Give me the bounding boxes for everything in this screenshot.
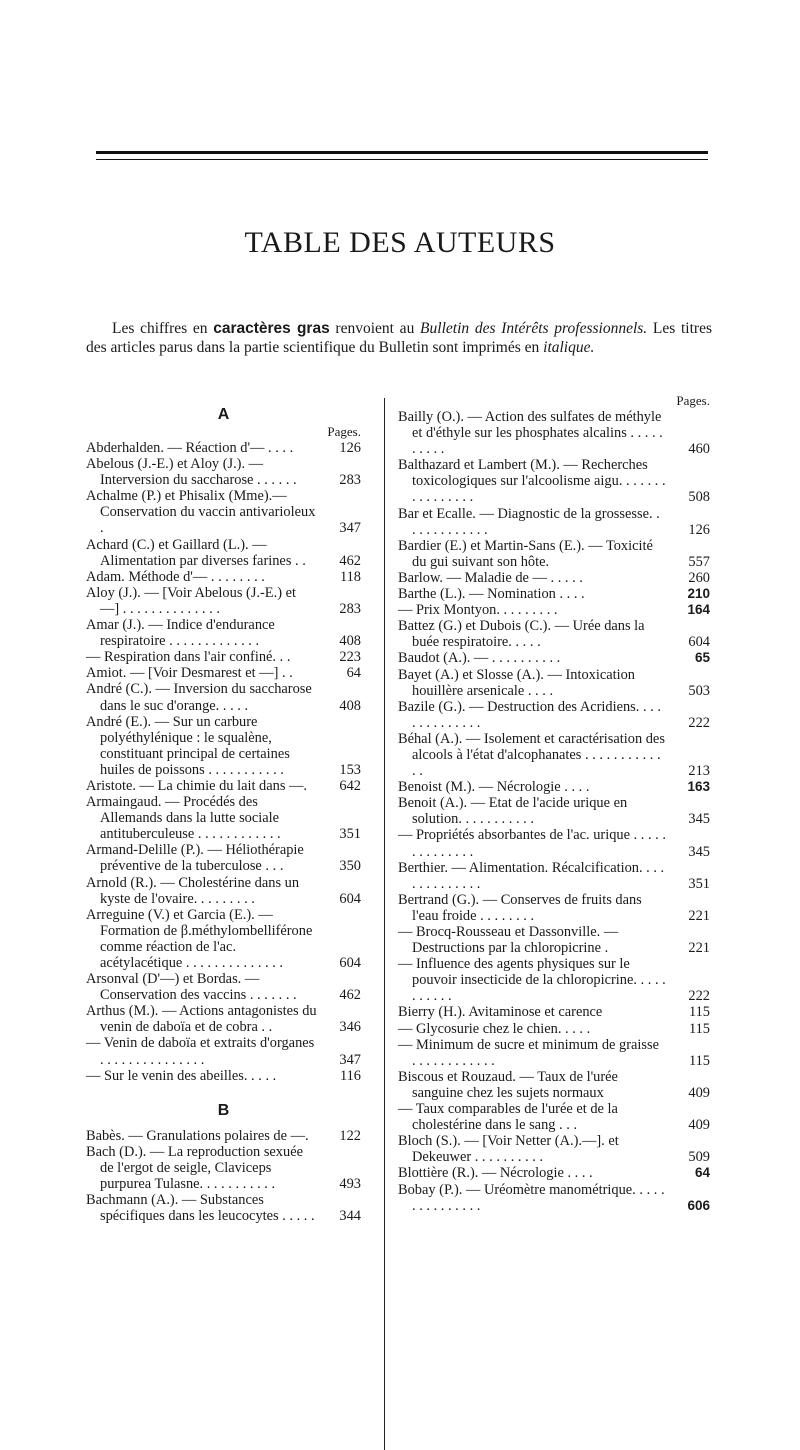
index-entry (398, 795, 710, 827)
entry-page-number: 347 (339, 1051, 361, 1068)
entry-text: — Propriétés absorbantes de l'ac. urique . . . . . . . . . . . . . . (398, 827, 666, 860)
right-column (398, 393, 710, 1214)
index-entry (398, 570, 710, 586)
index-entry (86, 681, 361, 713)
index-entry (86, 617, 361, 649)
entry-page-number: 283 (339, 472, 361, 489)
intro-text-3: Les titres des articles parus dans la partie scientifique du Bulletin sont imprimés en (86, 320, 712, 356)
index-entry (398, 731, 710, 779)
entry-page-number: 606 (687, 1197, 710, 1213)
entry-page-number: 460 (688, 441, 710, 458)
entry-text: André (E.). — Sur un carbure polyéthylénique : le squalène, constituant principal de certaines huiles de poissons . . . . . . . . . . . (86, 713, 290, 778)
entry-text: Achalme (P.) et Phisalix (Mme).— Conservation du vaccin antivarioleux . (86, 488, 316, 537)
index-entry (398, 956, 710, 1004)
entry-text: — Sur le venin des abeilles. . . . . (86, 1067, 277, 1084)
entry-text: Arthus (M.). — Actions antagonistes du venin de daboïa et de cobra . . (86, 1003, 317, 1036)
entry-text: Arreguine (V.) et Garcia (E.). — Formation de β.méthylombelliférone comme réaction de l'ac. acétylacétique . . . . . . . . . . . . . . (86, 906, 313, 971)
intro-italic-2: italique. (543, 339, 595, 356)
entry-page-number: 462 (339, 987, 361, 1004)
index-entry (398, 1101, 710, 1133)
entry-text: André (C.). — Inversion du saccharose dans le suc d'orange. . . . . (86, 681, 312, 714)
author-list-a (86, 440, 361, 1084)
intro-text-1: Les chiffres en (112, 320, 214, 337)
top-rule-thick (96, 151, 708, 154)
entry-page-number: 462 (339, 552, 361, 569)
index-entry (86, 1068, 361, 1084)
entry-page-number: 115 (688, 1004, 710, 1021)
column-divider (384, 398, 385, 1450)
entry-page-number: 408 (339, 633, 361, 650)
entry-page-number: 64 (346, 665, 361, 682)
entry-text: Berthier. — Alimentation. Récalcification. . . . . . . . . . . . . . (398, 859, 665, 892)
entry-text: Biscous et Rouzaud. — Taux de l'urée sanguine chez les sujets normaux (398, 1068, 618, 1101)
entry-page-number: 222 (688, 988, 710, 1005)
entry-text: Baudot (A.). — . . . . . . . . . . (398, 650, 561, 667)
entry-text: Bardier (E.) et Martin-Sans (E.). — Toxicité du gui suivant son hôte. (398, 537, 653, 570)
index-entry (86, 649, 361, 665)
entry-text: Abelous (J.-E.) et Aloy (J.). — Interversion du saccharose . . . . . . (86, 456, 297, 489)
entry-text: Armaingaud. — Procédés des Allemands dans la lutte sociale antituberculeuse . . . . . . . . . . . . (86, 794, 281, 843)
entry-text: Bierry (H.). Avitaminose et carence (398, 1004, 603, 1021)
index-entry (86, 456, 361, 488)
entry-text: Bar et Ecalle. — Diagnostic de la grossesse. . . . . . . . . . . . . (398, 505, 660, 538)
entry-page-number: 346 (339, 1019, 361, 1036)
index-entry (86, 1144, 361, 1192)
entry-page-number: 283 (339, 600, 361, 617)
entry-text: Balthazard et Lambert (M.). — Recherches toxicologiques sur l'alcoolisme aigu. . . . . . . . . . . . . . . . (398, 457, 666, 506)
index-entry (398, 1165, 710, 1181)
entry-page-number: 64 (694, 1165, 710, 1181)
intro-bold: caractères gras (213, 320, 330, 337)
entry-text: Amiot. — [Voir Desmarest et —] . . (86, 665, 293, 682)
entry-page-number: 65 (694, 650, 710, 666)
index-entry (398, 860, 710, 892)
entry-page-number: 345 (688, 843, 710, 860)
entry-page-number: 604 (688, 634, 710, 651)
index-entry (398, 1037, 710, 1069)
pages-header-right: Pages. (676, 393, 710, 408)
index-entry (86, 1128, 361, 1144)
entry-text: Bertrand (G.). — Conserves de fruits dans l'eau froide . . . . . . . . (398, 891, 642, 924)
entry-page-number: 409 (688, 1084, 710, 1101)
index-entry (86, 907, 361, 971)
index-entry (398, 538, 710, 570)
index-entry (398, 924, 710, 956)
entry-page-number: 409 (688, 1117, 710, 1134)
entry-page-number: 509 (688, 1149, 710, 1166)
entry-text: — Brocq-Rousseau et Dassonville. — Destructions par la chloropicrine . (398, 924, 619, 957)
entry-text: — Respiration dans l'air confiné. . . (86, 649, 291, 666)
index-entry (398, 1021, 710, 1037)
entry-text: Aloy (J.). — [Voir Abelous (J.-E.) et —] . . . . . . . . . . . . . . (86, 584, 296, 617)
entry-text: Benoist (M.). — Nécrologie . . . . (398, 779, 590, 796)
index-entry (86, 488, 361, 536)
entry-page-number: 604 (339, 890, 361, 907)
index-entry (86, 585, 361, 617)
entry-text: Achard (C.) et Gaillard (L.). — Alimentation par diverses farines . . (86, 536, 306, 569)
entry-page-number: 345 (688, 811, 710, 828)
entry-page-number: 115 (688, 1052, 710, 1069)
entry-text: Bachmann (A.). — Substances spécifiques dans les leucocytes . . . . . (86, 1192, 315, 1225)
entry-page-number: 115 (688, 1020, 710, 1037)
pages-header-left: Pages. (327, 424, 361, 439)
entry-page-number: 153 (339, 761, 361, 778)
entry-page-number: 221 (688, 907, 710, 924)
entry-text: Bayet (A.) et Slosse (A.). — Intoxication houillère arsenicale . . . . (398, 666, 635, 699)
intro-paragraph (86, 319, 712, 357)
index-entry (86, 537, 361, 569)
entry-page-number: 222 (688, 714, 710, 731)
author-list-b-right (398, 409, 710, 1214)
index-entry (398, 457, 710, 505)
entry-page-number: 164 (687, 602, 710, 618)
index-entry (398, 650, 710, 666)
entry-text: Bach (D.). — La reproduction sexuée de l'ergot de seigle, Claviceps purpurea Tulasne. . . . . . . . . . . (86, 1143, 303, 1193)
index-entry (86, 665, 361, 681)
entry-text: — Minimum de sucre et minimum de graisse . . . . . . . . . . . . (398, 1036, 659, 1069)
index-entry (398, 1069, 710, 1101)
page-title: TABLE DES AUTEURS (244, 226, 556, 259)
entry-text: Barthe (L.). — Nomination . . . . (398, 586, 585, 603)
entry-page-number: 126 (688, 521, 710, 538)
index-entry (398, 1004, 710, 1020)
entry-page-number: 118 (339, 568, 361, 585)
entry-text: — Glycosurie chez le chien. . . . . (398, 1020, 591, 1037)
index-entry (398, 1182, 710, 1214)
entry-text: Benoit (A.). — Etat de l'acide urique en solution. . . . . . . . . . . (398, 795, 628, 828)
index-entry (86, 440, 361, 456)
index-entry (86, 842, 361, 874)
index-entry (398, 602, 710, 618)
entry-text: Arsonval (D'—) et Bordas. — Conservation des vaccins . . . . . . . (86, 971, 297, 1004)
entry-text: — Venin de daboïa et extraits d'organes . . . . . . . . . . . . . . . (86, 1035, 315, 1068)
entry-text: Bazile (G.). — Destruction des Acridiens. . . . . . . . . . . . . . (398, 698, 661, 731)
entry-page-number: 347 (339, 520, 361, 537)
entry-text: Armand-Delille (P.). — Héliothérapie préventive de la tuberculose . . . (86, 842, 304, 875)
entry-text: — Prix Montyon. . . . . . . . . (398, 602, 558, 619)
index-entry (398, 618, 710, 650)
intro-italic-1: Bulletin des Intérêts professionnels. (420, 320, 648, 337)
entry-page-number: 116 (339, 1067, 361, 1084)
index-entry (398, 779, 710, 795)
index-entry (86, 778, 361, 794)
index-entry (86, 875, 361, 907)
entry-page-number: 350 (339, 858, 361, 875)
entry-text: Blottière (R.). — Nécrologie . . . . (398, 1165, 593, 1182)
entry-text: Bailly (O.). — Action des sulfates de méthyle et d'éthyle sur les phosphates alcalins . . . . . . . . . . (398, 409, 663, 458)
entry-page-number: 223 (339, 649, 361, 666)
entry-text: Barlow. — Maladie de — . . . . . (398, 569, 583, 586)
entry-page-number: 126 (339, 440, 361, 456)
index-entry (398, 892, 710, 924)
entry-page-number: 260 (688, 569, 710, 586)
index-entry (398, 699, 710, 731)
entry-page-number: 604 (339, 955, 361, 971)
index-entry (86, 569, 361, 585)
entry-text: Babès. — Granulations polaires de —. (86, 1127, 309, 1144)
author-list-b-left (86, 1128, 361, 1225)
entry-page-number: 213 (688, 763, 710, 780)
index-entry (398, 827, 710, 859)
entry-page-number: 122 (339, 1127, 361, 1144)
entry-page-number: 163 (687, 779, 710, 795)
top-rule-thin (96, 159, 708, 160)
entry-text: Battez (G.) et Dubois (C.). — Urée dans la buée respiratoire. . . . . (398, 618, 645, 651)
index-entry (86, 971, 361, 1003)
left-column (86, 406, 361, 1224)
index-entry (86, 794, 361, 842)
index-entry (398, 1133, 710, 1165)
entry-text: Amar (J.). — Indice d'endurance respiratoire . . . . . . . . . . . . . (86, 617, 275, 650)
intro-text-2: renvoient au (329, 320, 421, 337)
entry-text: — Influence des agents physiques sur le pouvoir insecticide de la chloropicrine. . . . . . . . . . . (398, 956, 666, 1005)
entry-page-number: 351 (688, 875, 710, 892)
index-entry (86, 1003, 361, 1035)
entry-page-number: 408 (339, 697, 361, 714)
entry-text: — Taux comparables de l'urée et de la cholestérine dans le sang . . . (398, 1101, 618, 1134)
entry-page-number: 557 (688, 553, 710, 570)
entry-page-number: 344 (339, 1208, 361, 1225)
index-entry (86, 1035, 361, 1067)
index-entry (86, 714, 361, 778)
entry-text: Adam. Méthode d'— . . . . . . . . (86, 568, 265, 585)
section-letter-a: A (217, 406, 230, 423)
entry-page-number: 503 (688, 682, 710, 699)
index-entry (398, 506, 710, 538)
entry-page-number: 221 (688, 940, 710, 957)
index-entry (398, 586, 710, 602)
entry-page-number: 351 (339, 826, 361, 843)
section-letter-b: B (217, 1101, 230, 1119)
entry-text: Béhal (A.). — Isolement et caractérisation des alcools à l'état d'alcophanates . . . . . . . . . . . . . (398, 730, 665, 780)
entry-text: Abderhalden. — Réaction d'— . . . . (86, 440, 294, 456)
index-entry (398, 409, 710, 457)
entry-text: Bobay (P.). — Uréomètre manométrique. . . . . . . . . . . . . . . (398, 1181, 665, 1214)
entry-text: Arnold (R.). — Cholestérine dans un kyste de l'ovaire. . . . . . . . . (86, 874, 300, 907)
index-entry (86, 1192, 361, 1224)
entry-page-number: 508 (688, 489, 710, 506)
index-entry (398, 667, 710, 699)
entry-text: Bloch (S.). — [Voir Netter (A.).—]. et Dekeuwer . . . . . . . . . . (398, 1133, 619, 1166)
entry-page-number: 642 (339, 777, 361, 794)
entry-text: Aristote. — La chimie du lait dans —. (86, 777, 308, 794)
entry-page-number: 493 (339, 1176, 361, 1193)
entry-page-number: 210 (687, 586, 710, 602)
